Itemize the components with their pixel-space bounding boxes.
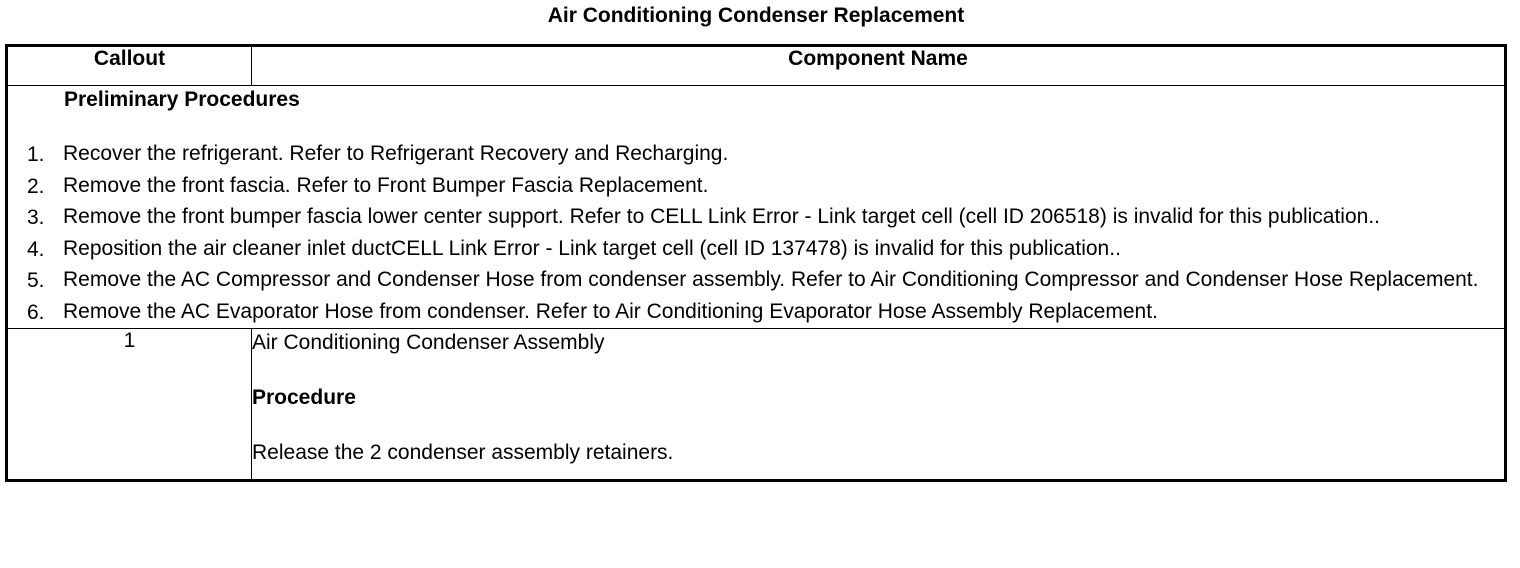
procedure-text: Release the 2 condenser assembly retainers. (252, 441, 674, 464)
component-name-column-header: Component Name (252, 46, 1506, 86)
preliminary-procedures-row (7, 86, 1506, 329)
list-item (8, 139, 1504, 169)
procedure-table (5, 44, 1507, 482)
preliminary-procedures-heading: Preliminary Procedures (64, 88, 300, 111)
step-text: Remove the AC Compressor and Condenser Hose from condenser assembly. Refer to Air Conditioning Compressor and Condenser Hose Replacement. (63, 268, 1479, 291)
callout-column-header: Callout (7, 46, 252, 86)
procedure-label: Procedure (252, 386, 356, 409)
list-item (8, 171, 1504, 201)
table-row (7, 329, 1506, 481)
step-number: 4. (27, 237, 45, 261)
step-text: Remove the front bumper fascia lower center support. Refer to CELL Link Error - Link target cell (cell ID 206518) is invalid for this publication.. (63, 205, 1380, 228)
component-cell (252, 329, 1506, 481)
callout-number: 1 (7, 329, 252, 481)
step-number: 1. (27, 143, 45, 166)
preliminary-procedures-cell (7, 86, 1506, 329)
component-name: Air Conditioning Condenser Assembly (252, 331, 605, 354)
step-text: Recover the refrigerant. Refer to Refrigerant Recovery and Recharging. (63, 142, 729, 165)
step-number: 3. (27, 206, 45, 229)
list-item (8, 234, 1504, 264)
step-number: 6. (27, 300, 45, 324)
step-number: 2. (27, 174, 45, 198)
list-item (8, 265, 1504, 295)
step-text: Remove the AC Evaporator Hose from condenser. Refer to Air Conditioning Evaporator Hose Assembly Replacement. (63, 299, 1158, 323)
preliminary-steps-list (8, 139, 1504, 327)
page-title: Air Conditioning Condenser Replacement (547, 4, 965, 27)
list-item (8, 297, 1504, 327)
step-text: Remove the front fascia. Refer to Front Bumper Fascia Replacement. (63, 173, 709, 197)
step-number: 5. (27, 269, 45, 292)
step-text: Reposition the air cleaner inlet ductCELL Link Error - Link target cell (cell ID 137478) is invalid for this publication.. (63, 236, 1121, 260)
table-header-row (7, 46, 1506, 86)
list-item (8, 202, 1504, 232)
